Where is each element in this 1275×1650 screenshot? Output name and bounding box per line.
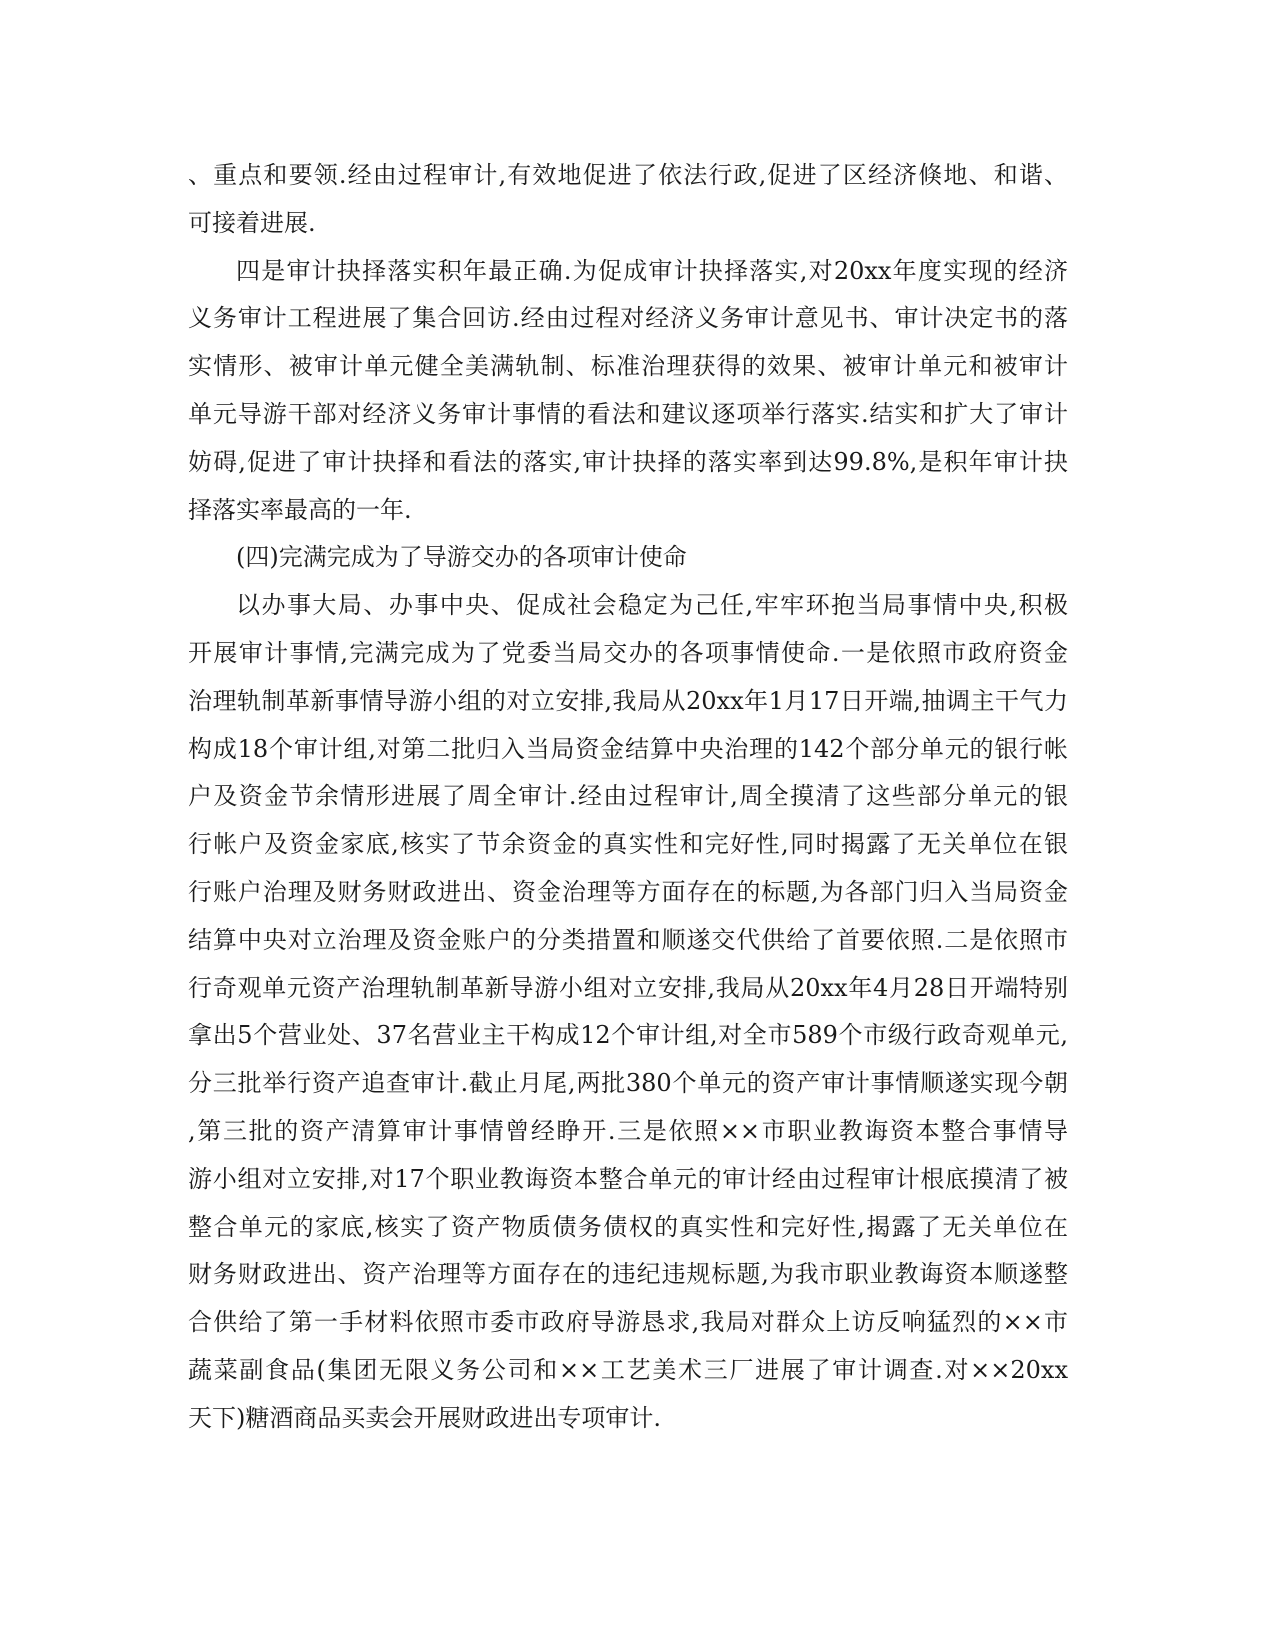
text-line: 财务财政进出、资产治理等方面存在的违纪违规标题,为我市职业教诲资本顺遂整: [188, 1260, 1068, 1289]
text-line: 义务审计工程进展了集合回访.经由过程对经济义务审计意见书、审计决定书的落: [188, 304, 1068, 333]
text-line: 分三批举行资产追查审计.截止月尾,两批380个单元的资产审计事情顺遂实现今朝: [188, 1069, 1068, 1098]
text-line: 结算中央对立治理及资金账户的分类措置和顺遂交代供给了首要依照.二是依照市: [188, 925, 1068, 954]
text-line: 游小组对立安排,对17个职业教诲资本整合单元的审计经由过程审计根底摸清了被: [188, 1164, 1068, 1193]
text-line: 整合单元的家底,核实了资产物质债务债权的真实性和完好性,揭露了无关单位在: [188, 1212, 1068, 1241]
text-line: 治理轨制革新事情导游小组的对立安排,我局从20xx年1月17日开端,抽调主干气力: [188, 686, 1068, 715]
text-line: 妨碍,促进了审计抉择和看法的落实,审计抉择的落实率到达99.8%,是积年审计抉: [188, 447, 1068, 476]
text-line: (四)完满完成为了导游交办的各项审计使命: [236, 543, 687, 572]
text-line: 拿出5个营业处、37名营业主干构成12个审计组,对全市589个市级行政奇观单元,: [188, 1021, 1068, 1050]
text-line: 实情形、被审计单元健全美满轨制、标准治理获得的效果、被审计单元和被审计: [188, 352, 1068, 381]
text-line: 四是审计抉择落实积年最正确.为促成审计抉择落实,对20xx年度实现的经济: [236, 256, 1068, 285]
text-line: 天下)糖酒商品买卖会开展财政进出专项审计.: [188, 1403, 661, 1432]
text-line: 行帐户及资金家底,核实了节余资金的真实性和完好性,同时揭露了无关单位在银: [188, 830, 1068, 859]
text-line: 蔬菜副食品(集团无限义务公司和××工艺美术三厂进展了审计调查.对××20xx: [188, 1355, 1068, 1384]
text-line: 户及资金节余情形进展了周全审计.经由过程审计,周全摸清了这些部分单元的银: [188, 782, 1068, 811]
text-line: 行账户治理及财务财政进出、资金治理等方面存在的标题,为各部门归入当局资金: [188, 877, 1068, 906]
body-text: [188, 152, 1068, 1443]
text-line: 可接着进展.: [188, 208, 316, 237]
text-line: 单元导游干部对经济义务审计事情的看法和建议逐项举行落实.结实和扩大了审计: [188, 399, 1068, 428]
text-line: 以办事大局、办事中央、促成社会稳定为己任,牢牢环抱当局事情中央,积极: [236, 591, 1068, 620]
text-line: 择落实率最高的一年.: [188, 495, 412, 524]
text-line: 、重点和要领.经由过程审计,有效地促进了依法行政,促进了区经济倏地、和谐、: [188, 161, 1068, 189]
text-line: 合供给了第一手材料依照市委市政府导游恳求,我局对群众上访反响猛烈的××市: [188, 1308, 1068, 1337]
text-line: 构成18个审计组,对第二批归入当局资金结算中央治理的142个部分单元的银行帐: [188, 734, 1068, 763]
text-line: 开展审计事情,完满完成为了党委当局交办的各项事情使命.一是依照市政府资金: [188, 638, 1068, 667]
text-line: ,第三批的资产清算审计事情曾经睁开.三是依照××市职业教诲资本整合事情导: [188, 1116, 1068, 1145]
text-line: 行奇观单元资产治理轨制革新导游小组对立安排,我局从20xx年4月28日开端特别: [188, 973, 1068, 1002]
